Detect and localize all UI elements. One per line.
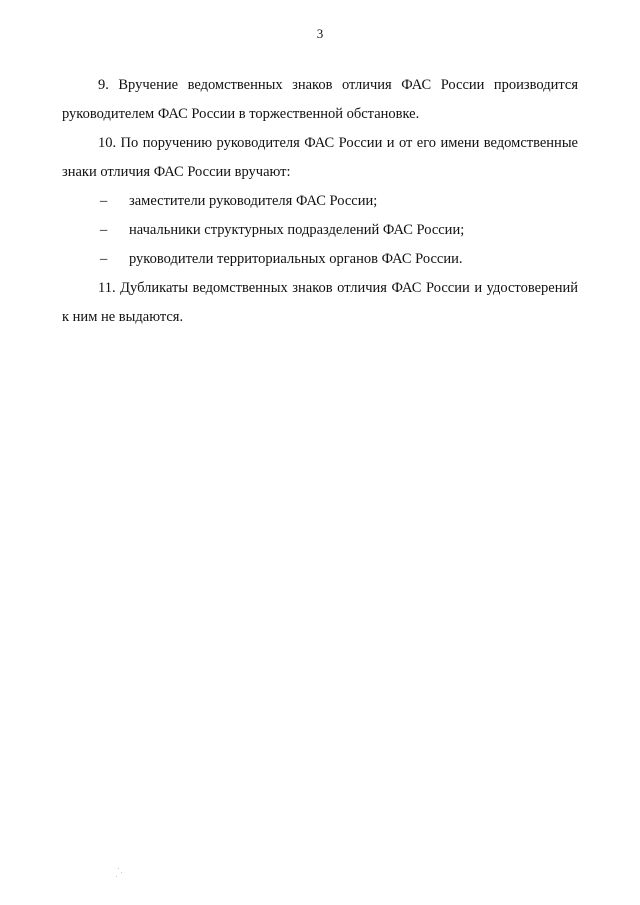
scan-speck [116,876,117,877]
list-dash: – [100,193,108,209]
list-item [62,245,578,274]
list-item-text: заместители руководителя ФАС России; [129,193,378,209]
list-item [62,216,578,245]
page-number: 3 [316,26,324,41]
list-item [62,187,578,216]
scan-speck [118,868,119,869]
list-dash: – [100,222,108,238]
paragraph-11: 11. Дубликаты ведомственных знаков отличия ФАС России и удостоверений к ним не выдаются. [62,280,578,325]
list-item-text: руководители территориальных органов ФАС России. [129,251,463,267]
paragraph-10: 10. По поручению руководителя ФАС России и от его имени ведомственные знаки отличия ФАС России вручают: [62,135,578,180]
presenters-list [62,187,578,274]
scan-speck [121,872,122,873]
list-item-text: начальники структурных подразделений ФАС России; [129,222,465,238]
document-body [62,71,578,332]
paragraph-9: 9. Вручение ведомственных знаков отличия ФАС России производится руководителем ФАС России в торжественной обстановке. [62,77,578,122]
list-dash: – [100,251,108,267]
